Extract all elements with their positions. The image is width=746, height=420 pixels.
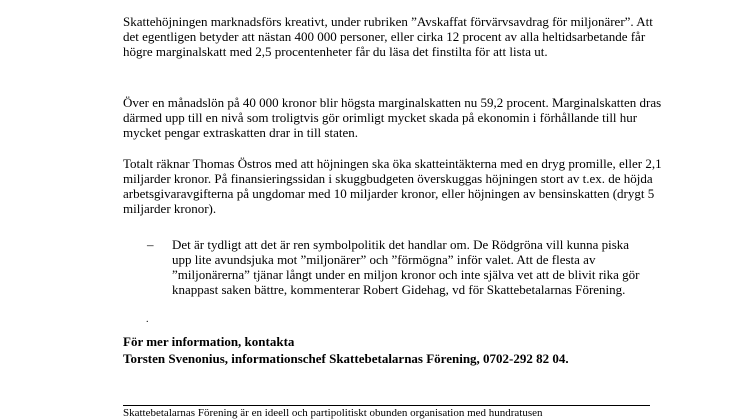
stray-dot: . — [146, 314, 149, 325]
paragraph-marginal-tax: Över en månadslön på 40 000 kronor blir högsta marginalskatten nu 59,2 procent. Marginalskatten dras därmed upp till en nivå som troligtvis gör orimligt mycket skada på ekonomin i förhållande till hur mycket pengar extraskatten drar in till staten. — [123, 95, 662, 140]
quote-dash: – — [147, 237, 154, 252]
quote-text: Det är tydligt att det är ren symbolpolitik det handlar om. De Rödgröna vill kunna piska upp lite avundsjuka mot ”miljonärer” och ”förmögna” inför valet. Att de flesta av ”miljonärerna” tjänar långt under en miljon kronor och inte själva vet att de blivit rika gör knappast saken bättre, kommenterar Robert Gidehag, vd för Skattebetalarnas Förening. — [172, 237, 640, 297]
footer-text: Skattebetalarnas Förening är en ideell och partipolitiskt obunden organisation med hundratusen — [123, 407, 543, 419]
paragraph-marketing: Skattehöjningen marknadsförs kreativt, under rubriken ”Avskaffat förvärvsavdrag för miljonärer”. Att det egentligen betyder att nästan 400 000 personer, eller cirka 12 procent av alla heltidsarbetande får högre marginalskatt med 2,5 procentenheter får du läsa det finstilta för att lista ut. — [123, 14, 653, 59]
contact-person: Torsten Svenonius, informationschef Skattebetalarnas Förening, 0702-292 82 04. — [123, 351, 569, 366]
contact-block — [123, 333, 723, 367]
footer-divider — [123, 405, 650, 406]
paragraph-tax-revenue: Totalt räknar Thomas Östros med att höjningen ska öka skatteintäkterna med en dryg promille, eller 2,1 miljarder kronor. På finansieringssidan i skuggbudgeten överskuggas höjningen stort av t.ex. de höjda arbetsgivaravgifterna på ungdomar med 10 miljarder kronor, eller höjningen av bensinskatten (drygt 5 miljarder kronor). — [123, 156, 662, 216]
contact-heading: För mer information, kontakta — [123, 334, 295, 349]
